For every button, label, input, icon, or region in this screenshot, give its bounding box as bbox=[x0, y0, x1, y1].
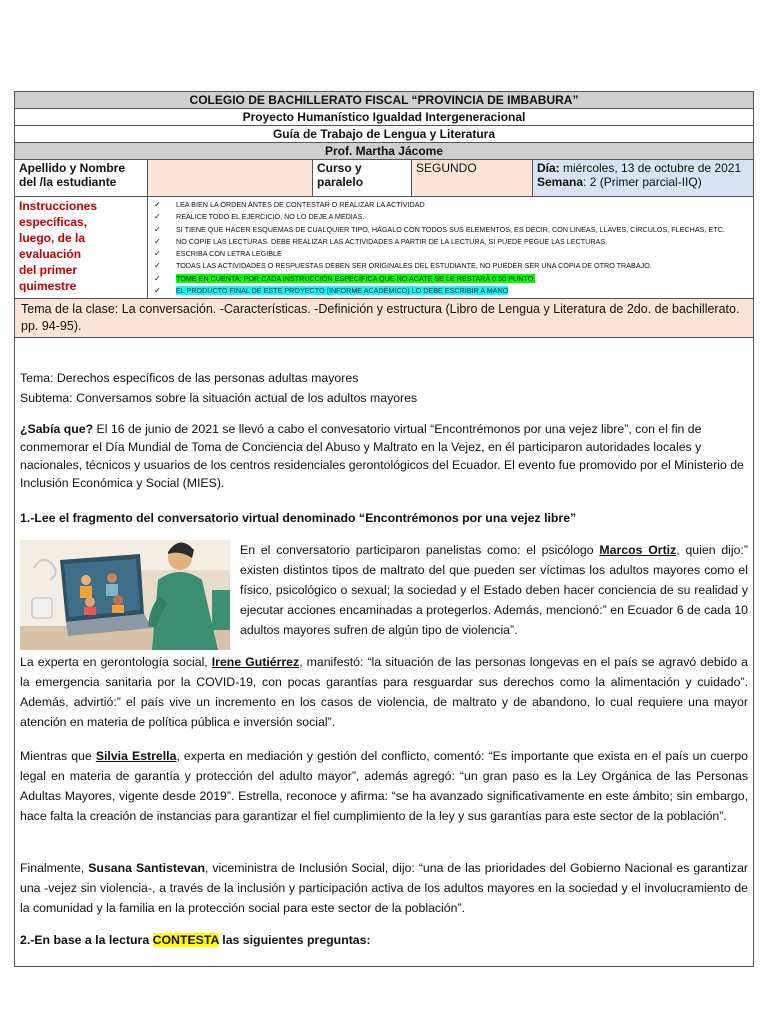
instructions-label: Instrucciones específicas, luego, de la evaluación del primer quimestre bbox=[19, 199, 98, 293]
instructions-list bbox=[152, 199, 749, 297]
day-value: miércoles, 13 de octubre de 2021 bbox=[559, 161, 742, 175]
course-value: SEGUNDO bbox=[412, 160, 533, 196]
instruction-item: ✓ SI TIENE QUE HACER ESQUEMAS DE CUALQUIER TIPO, HÁGALO CON TODOS SUS ELEMENTOS, ES DECIR, CON LINEAS, LLAVES, CÍRCULOS, FLECHAS, ETC. bbox=[176, 224, 749, 236]
instruction-item: ✓ LEA BIEN LA ORDEN ANTES DE CONTESTAR O REALIZAR LA ACTIVIDAD bbox=[176, 199, 749, 211]
paragraph-santistevan: Finalmente, Susana Santistevan, viceministra de Inclusión Social, dijo: “una de las prioridades del Gobierno Nacional es garantizar una -vejez sin violencia-, a través de la inclusión y participación activa de los adultos mayores en la sociedad y el involucramiento de la comunidad y la familia en la protección social para este sector de la población”. bbox=[20, 861, 749, 915]
instruction-item: ✓ EL PRODUCTO FINAL DE ESTE PROYECTO (INFORME ACADÉMICO) LO DEBE ESCRIBIR A MANO bbox=[176, 285, 749, 297]
subtema: Conversamos sobre la situación actual de los adultos mayores bbox=[76, 391, 418, 405]
instruction-item: ✓ TODAS LAS ACTIVIDADES O RESPUESTAS DEBEN SER ORIGINALES DEL ESTUDIANTE, NO PUEDER SER UNA COPIA DE OTRO TRABAJO. bbox=[176, 260, 749, 272]
sabia-label: ¿Sabía que? bbox=[20, 422, 94, 436]
course-label: Curso y paralelo bbox=[317, 161, 364, 189]
instruction-item: ✓ TOME EN CUENTA: POR CADA INSTRUCCIÓN ESPECÍFICA QUE NO ACATE SE LE RESTARÁ 0.50 PUNTO. bbox=[176, 273, 749, 285]
school-title: COLEGIO DE BACHILLERATO FISCAL “PROVINCIA DE IMBABURA” bbox=[15, 92, 754, 109]
paragraph-estrella: Mientras que Silvia Estrella, experta en mediación y gestión del conflicto, comentó: “Es importante que exista en el país un cuerpo legal en materia de garantía y protección del adulto mayor”, además agregó: “un gran paso es la Ley Orgánica de las Personas Adultas Mayores, vigente desde 2019”. Estrella, reconoce y afirma: “se ha avanzado significativamente en este ámbito; sin embargo, hace falta la creación de instancias para garantizar el fiel cumplimiento de la ley y sus garantías para este sector de la población”. bbox=[20, 749, 749, 823]
speaker-name: Susana Santistevan bbox=[88, 861, 205, 875]
paragraph-gutierrez: La experta en gerontología social, Irene Gutiérrez, manifestó: “la situación de las personas longevas en el país se agravó debido a la emergencia sanitaria por la COVID-19, con pocas garantías para resguardar sus derechos como la alimentación y cuidado”. Además, advirtió:” el país vive un incremento en los casos de violencia, de maltrato y de abandono, lo cual requiere una mayor atención en materia de política pública e inversión social”. bbox=[20, 655, 749, 729]
video-call-illustration bbox=[20, 540, 230, 650]
speaker-name: Silvia Estrella bbox=[95, 749, 177, 763]
instruction-item: ✓ ESCRIBA CON LETRA LEGIBLE bbox=[176, 248, 749, 260]
week-value: : 2 (Primer parcial-IIQ) bbox=[583, 175, 702, 189]
question-2: 2.-En base a la lectura CONTESTA las siguientes preguntas: bbox=[20, 933, 371, 947]
day-label: Día: bbox=[537, 161, 560, 175]
tema: Derechos específicos de las personas adultas mayores bbox=[56, 371, 359, 385]
question-1: 1.-Lee el fragmento del conversatorio virtual denominado “Encontrémonos por una vejez libre” bbox=[20, 511, 577, 525]
class-topic: Tema de la clase: La conversación. -Características. -Definición y estructura (Libro de Lengua y Literatura de 2do. de bachillerato. pp. 94-95). bbox=[15, 299, 754, 338]
header-table bbox=[14, 91, 754, 338]
teacher-name: Prof. Martha Jácome bbox=[15, 143, 754, 160]
student-name-field[interactable] bbox=[148, 160, 313, 197]
instruction-item: ✓ REALICE TODO EL EJERCICIO, NO LO DEJE A MEDIAS. bbox=[176, 211, 749, 223]
speaker-name: Irene Gutiérrez bbox=[211, 655, 300, 669]
student-name-label: Apellido y Nombre del /la estudiante bbox=[15, 160, 148, 197]
contesta-highlight: CONTESTA bbox=[152, 933, 219, 947]
sabia-paragraph: ¿Sabía que? El 16 de junio de 2021 se llevó a cabo el convesatorio virtual “Encontrémonos por una vejez libre”, con el fin de conmemorar el Día Mundial de Toma de Conciencia del Abuso y Maltrato en la Vejez, en él participaron autoridades locales y nacionales, técnicos y usuarios de los centros residenciales gerontológicos del Ecuador. El evento fue promovido por el Ministerio de Inclusión Económica y Social (MIES). bbox=[20, 422, 744, 490]
tema-block: Tema: Derechos específicos de las personas adultas mayores Subtema: Conversamos sobre la situación actual de los adultos mayores bbox=[20, 371, 418, 405]
speaker-name: Marcos Ortiz bbox=[599, 543, 677, 557]
instruction-item: ✓ NO COPIE LAS LECTURAS. DEBE REALIZAR LAS ACTIVIDADES A PARTIR DE LA LECTURA, SI PUEDE PEGUE LAS LECTURAS. bbox=[176, 236, 749, 248]
guide-title: Guía de Trabajo de Lengua y Literatura bbox=[15, 126, 754, 143]
project-title: Proyecto Humanístico Igualdad Intergeneracional bbox=[15, 109, 754, 126]
week-label: Semana bbox=[537, 175, 584, 189]
paragraph-ortiz: En el conversatorio participaron panelistas como: el psicólogo Marcos Ortiz, quien dijo:” existen distintos tipos de maltrato del que pueden ser víctimas los adultos mayores como el físico, psicológico o sexual; la sociedad y el Estado deben hacer conciencia de su realidad y ejecutar acciones encaminadas a protegerlos. Además, mencionó:” en Ecuador 6 de cada 10 adultos mayores sufren de algún tipo de violencia”. bbox=[240, 543, 748, 637]
